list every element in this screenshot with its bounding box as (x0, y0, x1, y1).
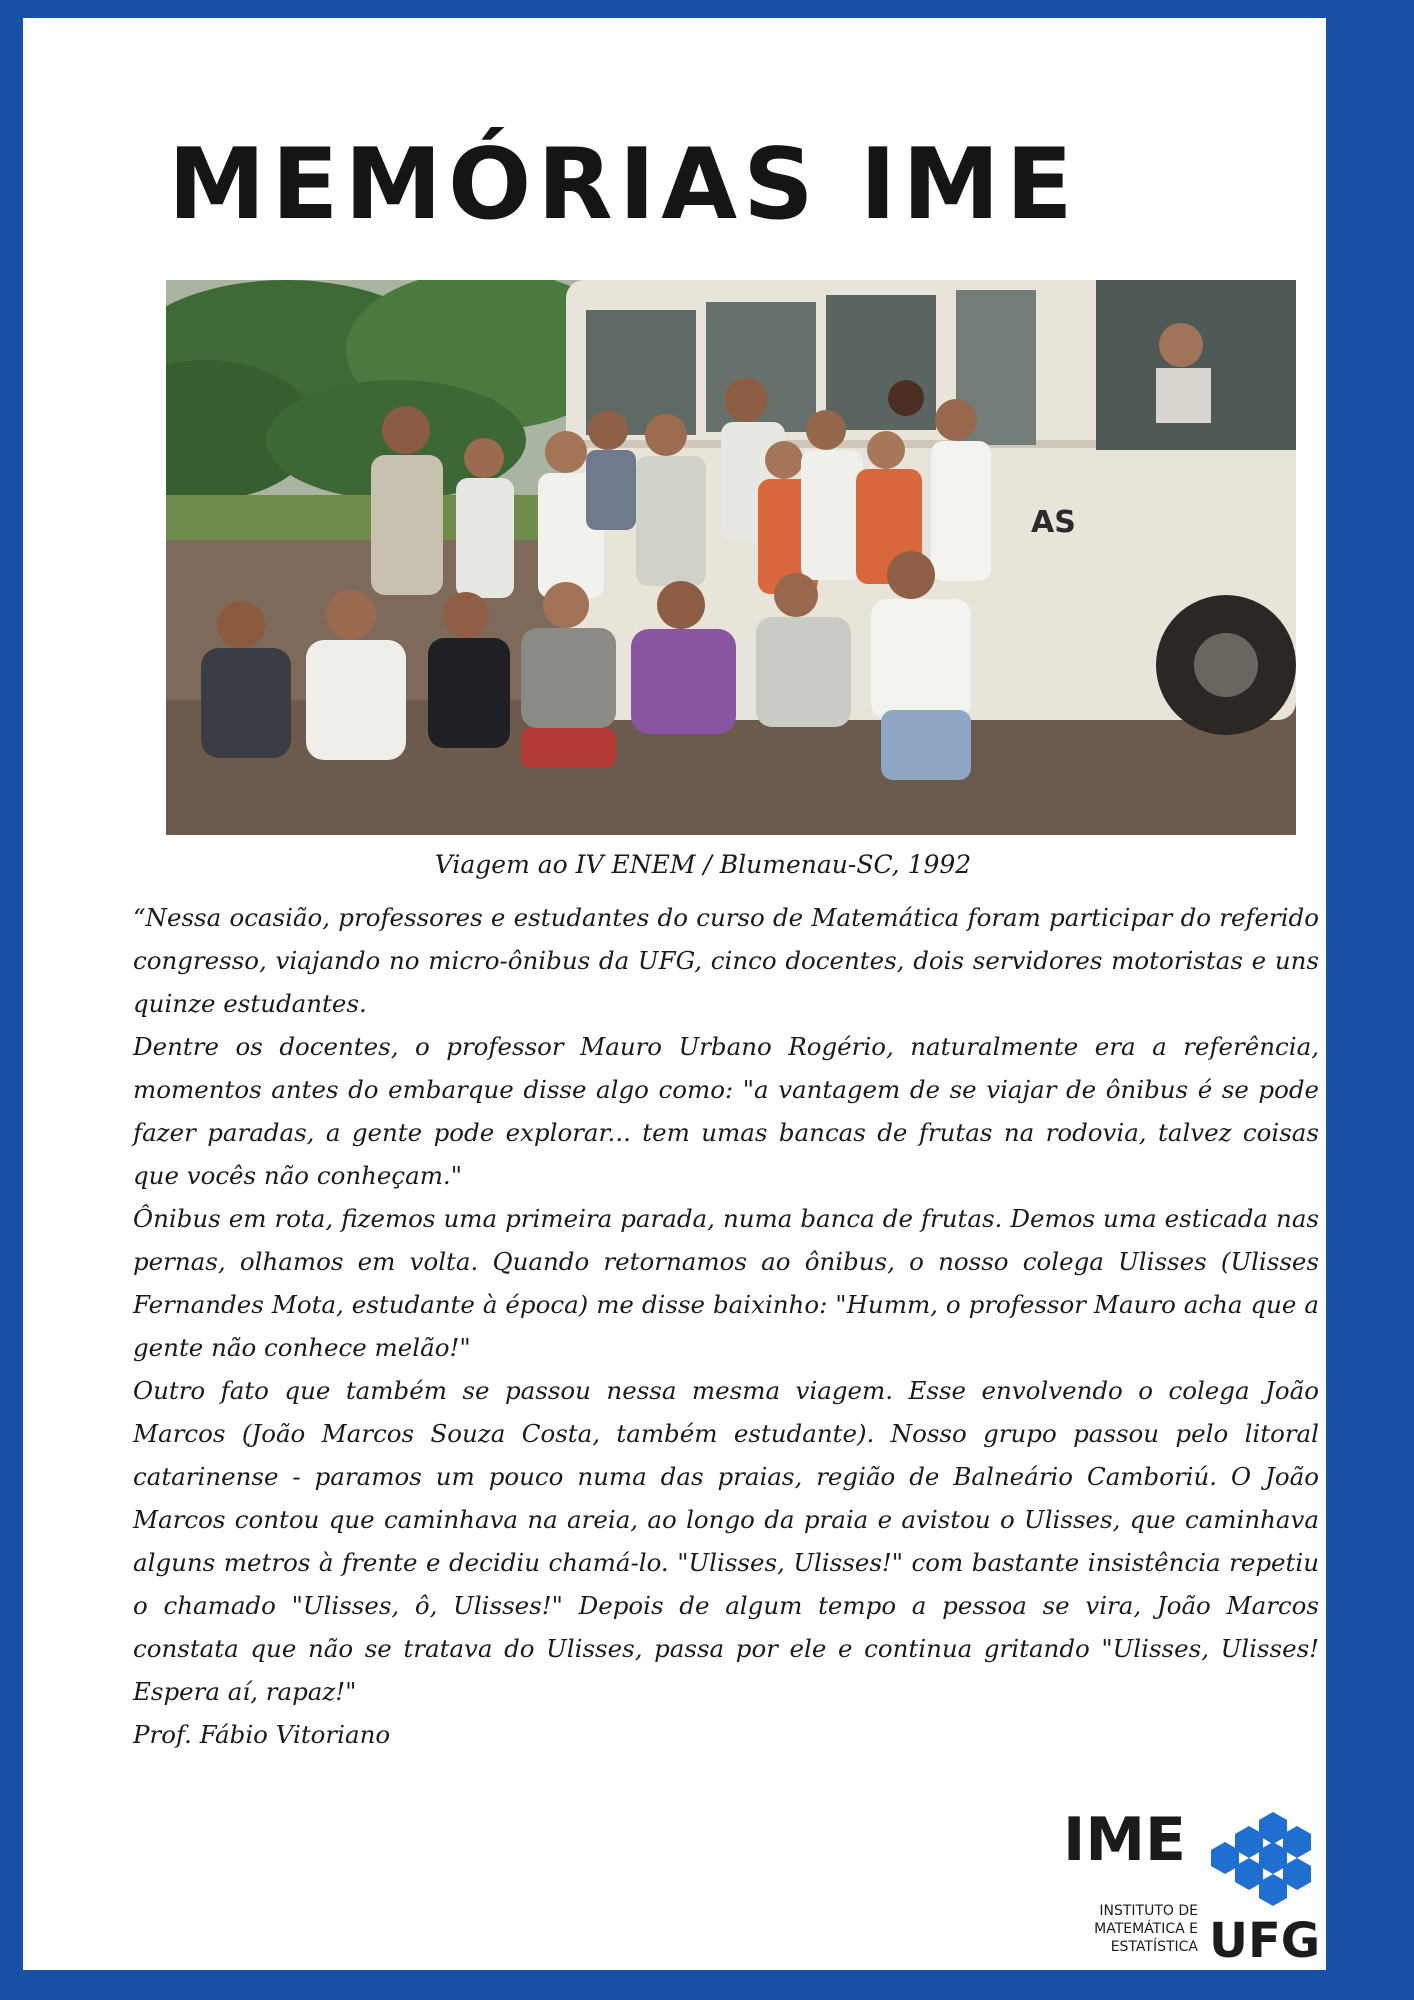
logo-line: ESTATÍSTICA (1110, 1939, 1198, 1955)
article-paragraph: Dentre os docentes, o professor Mauro Urbano Rogério, naturalmente era a referência, momentos antes do embarque disse algo como: "a vantagem de se viajar de ônibus é se pode fazer paradas, a gente pode explorar... tem umas bancas de frutas na rodovia, talvez coisas que vocês não conheçam." (133, 1032, 1319, 1190)
logo-institute-name (1063, 1902, 1198, 1956)
article-paragraph: Outro fato que também se passou nessa mesma viagem. Esse envolvendo o colega João Marcos (João Marcos Souza Costa, também estudante). Nosso grupo passou pelo litoral catarinense - paramos um pouco numa das praias, região de Balneário Camboriú. O João Marcos contou que caminhava na areia, ao longo da praia e avistou o Ulisses, que caminhava alguns metros à frente e decidiu chamá-lo. "Ulisses, Ulisses!" com bastante insistência repetiu o chamado "Ulisses, ô, Ulisses!" Depois de algum tempo a pessoa se vira, João Marcos constata que não se tratava do Ulisses, passa por ele e continua gritando "Ulisses, Ulisses! Espera aí, rapaz!" (133, 1376, 1319, 1706)
photo-caption: Viagem ao IV ENEM / Blumenau-SC, 1992 (434, 850, 972, 879)
logo-ufg-text: UFG (1209, 1913, 1321, 1969)
article-paragraph: Ônibus em rota, fizemos uma primeira parada, numa banca de frutas. Demos uma esticada nas pernas, olhamos em volta. Quando retornamos ao ônibus, o nosso colega Ulisses (Ulisses Fernandes Mota, estudante à época) me disse baixinho: "Humm, o professor Mauro acha que a gente não conhece melão!" (133, 1204, 1319, 1362)
page-title: MEMÓRIAS IME (168, 128, 1079, 242)
ime-ufg-logo (1063, 1805, 1323, 1990)
logo-line: MATEMÁTICA E (1094, 1921, 1198, 1937)
article-author: Prof. Fábio Vitoriano (133, 1720, 391, 1749)
hexagon-cluster-icon (1205, 1810, 1320, 1920)
article-paragraph: “Nessa ocasião, professores e estudantes do curso de Matemática foram participar do referido congresso, viajando no micro-ônibus da UFG, cinco docentes, dois servidores motoristas e uns quinze estudantes. (133, 903, 1319, 1018)
bus-lettering: AS (1031, 505, 1076, 540)
logo-line: INSTITUTO DE (1099, 1903, 1198, 1919)
poster-page (23, 18, 1326, 1970)
group-photo (166, 280, 1296, 835)
article-body (133, 896, 1319, 1756)
logo-ime-text: IME (1063, 1805, 1187, 1875)
